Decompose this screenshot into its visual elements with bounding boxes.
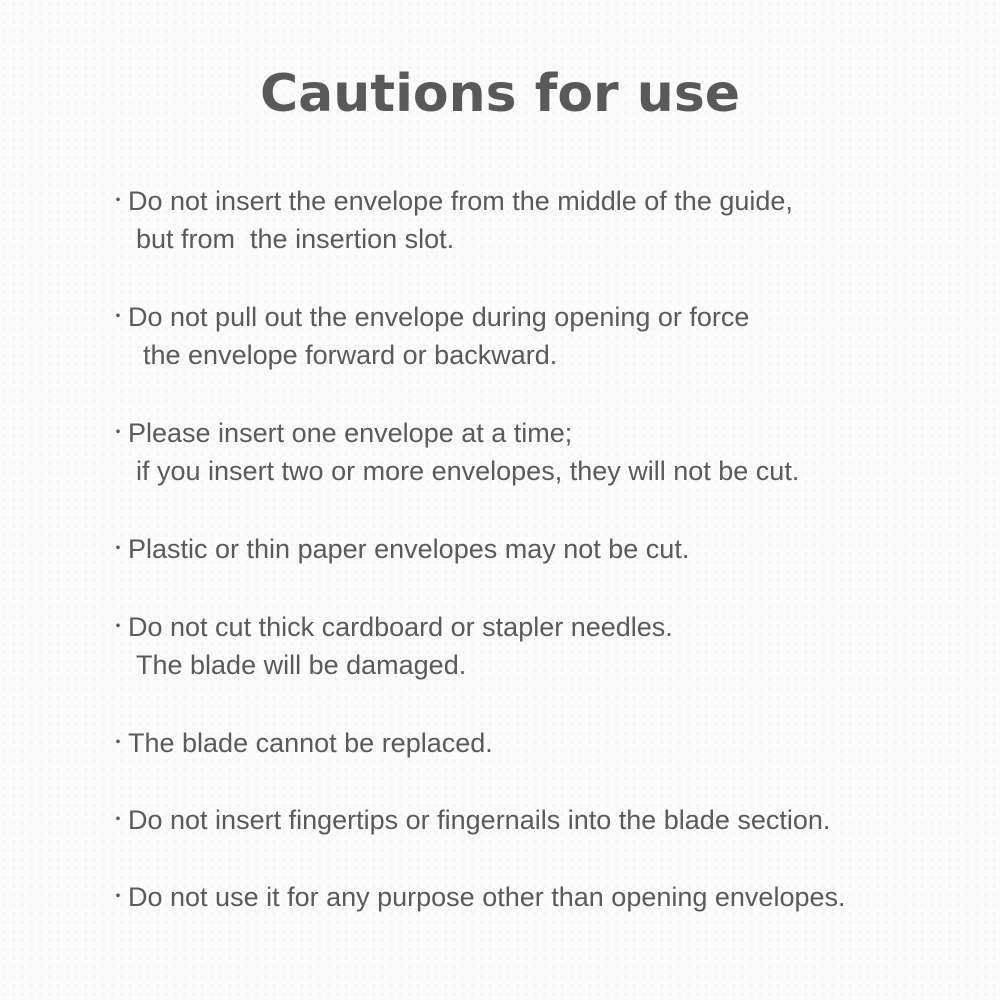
caution-text-line: The blade cannot be replaced.: [128, 728, 493, 758]
bullet-dot-icon: ・: [108, 732, 128, 754]
caution-text-line: Do not insert the envelope from the middle of the guide,: [128, 186, 793, 216]
caution-item-1: [106, 182, 793, 258]
caution-text-line: Please insert one envelope at a time;: [128, 418, 573, 448]
caution-text-line: Do not use it for any purpose other than opening envelopes.: [128, 882, 846, 912]
caution-item-4: [106, 530, 689, 568]
bullet-dot-icon: ・: [108, 190, 128, 212]
caution-text-line: if you insert two or more envelopes, they will not be cut.: [136, 456, 800, 486]
caution-text-line: but from the insertion slot.: [136, 224, 455, 254]
caution-item-3: [106, 414, 799, 490]
page-title: Cautions for use: [259, 64, 741, 124]
bullet-dot-icon: ・: [108, 538, 128, 560]
caution-item-7: [106, 801, 830, 839]
caution-text-line: The blade will be damaged.: [136, 650, 467, 680]
bullet-dot-icon: ・: [108, 886, 128, 908]
bullet-dot-icon: ・: [108, 306, 128, 328]
caution-text-line: Plastic or thin paper envelopes may not be cut.: [128, 534, 690, 564]
bullet-dot-icon: ・: [108, 809, 128, 831]
caution-item-5: [106, 608, 673, 684]
caution-text-line: Do not cut thick cardboard or stapler needles.: [128, 612, 673, 642]
caution-item-8: [106, 878, 846, 916]
caution-text-line: Do not pull out the envelope during opening or force: [128, 302, 750, 332]
caution-item-2: [106, 298, 749, 374]
caution-text-line: Do not insert fingertips or fingernails into the blade section.: [128, 805, 831, 835]
bullet-dot-icon: ・: [108, 616, 128, 638]
caution-text-line: the envelope forward or backward.: [143, 340, 558, 370]
caution-item-6: [106, 724, 493, 762]
bullet-dot-icon: ・: [108, 422, 128, 444]
